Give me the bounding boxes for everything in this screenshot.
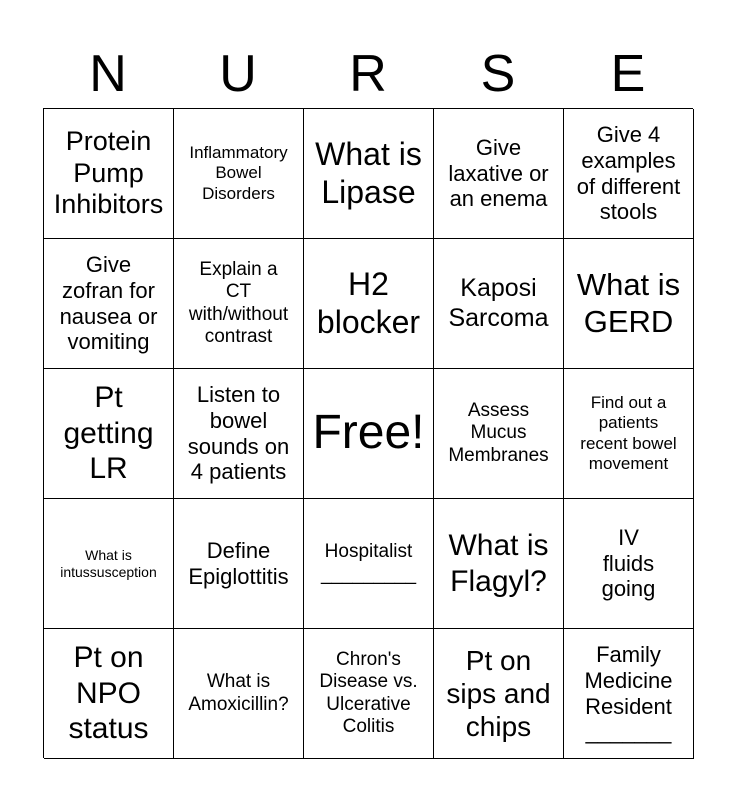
bingo-cell[interactable]: Protein Pump Inhibitors [44, 109, 174, 239]
bingo-header [43, 40, 693, 108]
bingo-cell[interactable]: What is Lipase [304, 109, 434, 239]
bingo-cell[interactable]: What is Amoxicillin? [174, 629, 304, 759]
bingo-cell[interactable]: Give laxative or an enema [434, 109, 564, 239]
bingo-cell[interactable]: Explain a CT with/without contrast [174, 239, 304, 369]
header-letter-n: N [89, 45, 127, 103]
bingo-cell[interactable]: Kaposi Sarcoma [434, 239, 564, 369]
header-letter-u: U [219, 45, 257, 103]
bingo-cell[interactable]: What is GERD [564, 239, 694, 369]
bingo-cell[interactable]: Hospitalist _________ [304, 499, 434, 629]
bingo-cell[interactable]: Pt on sips and chips [434, 629, 564, 759]
bingo-cell[interactable]: Pt on NPO status [44, 629, 174, 759]
bingo-cell[interactable]: Give 4 examples of different stools [564, 109, 694, 239]
bingo-cell[interactable]: Listen to bowel sounds on 4 patients [174, 369, 304, 499]
bingo-cell[interactable]: What is Flagyl? [434, 499, 564, 629]
bingo-cell-free[interactable]: Free! [304, 369, 434, 499]
bingo-cell[interactable]: Give zofran for nausea or vomiting [44, 239, 174, 369]
header-letter-s: S [480, 45, 516, 103]
bingo-cell[interactable]: IV fluids going [564, 499, 694, 629]
bingo-card [43, 108, 693, 758]
bingo-cell[interactable]: Inflammatory Bowel Disorders [174, 109, 304, 239]
bingo-cell[interactable]: Pt getting LR [44, 369, 174, 499]
bingo-cell[interactable]: What is intussusception [44, 499, 174, 629]
bingo-cell[interactable]: Chron's Disease vs. Ulcerative Colitis [304, 629, 434, 759]
bingo-cell[interactable]: Family Medicine Resident _______ [564, 629, 694, 759]
bingo-cell[interactable]: H2 blocker [304, 239, 434, 369]
bingo-cell[interactable]: Assess Mucus Membranes [434, 369, 564, 499]
header-letter-e: E [610, 45, 646, 103]
bingo-cell[interactable]: Define Epiglottitis [174, 499, 304, 629]
bingo-cell[interactable]: Find out a patients recent bowel movement [564, 369, 694, 499]
header-letter-r: R [349, 45, 387, 103]
